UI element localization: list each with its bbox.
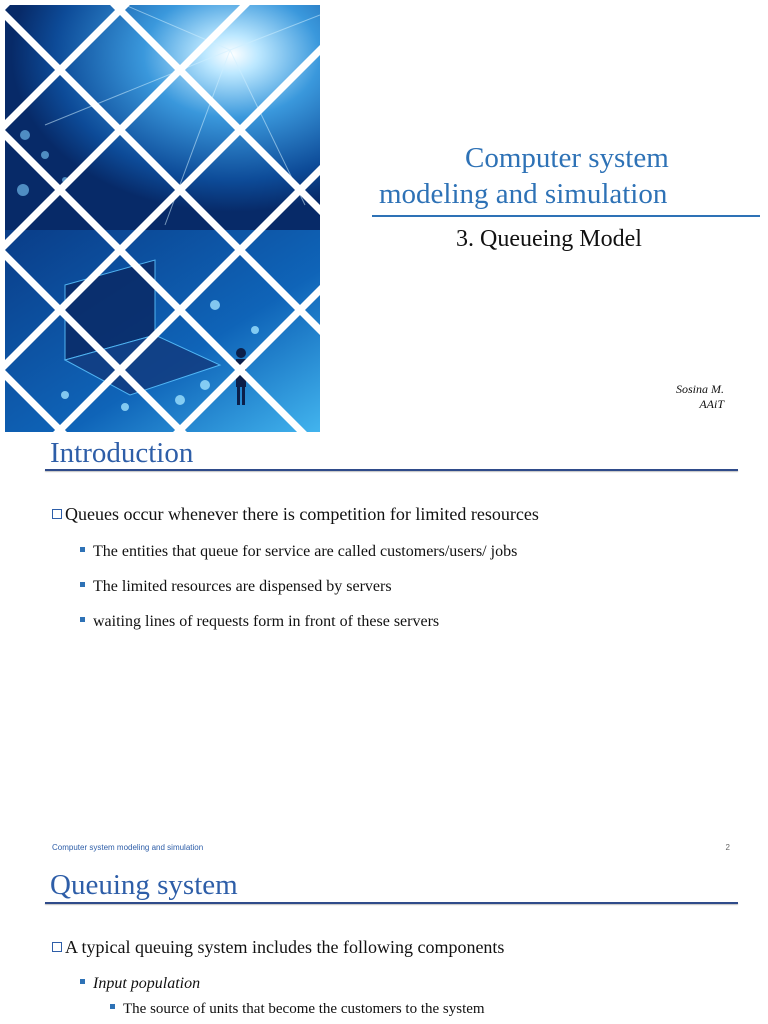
square-bullet-icon bbox=[80, 617, 85, 622]
hero-illustration bbox=[5, 5, 320, 432]
bullet-level2 bbox=[80, 613, 439, 631]
square-bullet-icon bbox=[80, 547, 85, 552]
page-number: 2 bbox=[725, 843, 730, 852]
author-block bbox=[676, 382, 724, 412]
bullet-text: Input population bbox=[93, 975, 201, 992]
title-slide bbox=[0, 0, 768, 432]
slide-footer: Computer system modeling and simulation bbox=[52, 843, 204, 852]
title-rule bbox=[45, 469, 738, 471]
bullet-text: A typical queuing system includes the following components bbox=[65, 937, 505, 957]
hero-image bbox=[5, 5, 320, 432]
presentation-title-line1: Computer system bbox=[465, 142, 669, 174]
bullet-text: Queues occur whenever there is competition for limited resources bbox=[65, 504, 539, 524]
presentation-subtitle: 3. Queueing Model bbox=[456, 226, 642, 252]
title-rule bbox=[45, 902, 738, 904]
checkbox-bullet-icon bbox=[52, 942, 62, 952]
bullet-text: The entities that queue for service are called customers/users/ jobs bbox=[93, 543, 518, 560]
slide-title: Introduction bbox=[50, 437, 194, 469]
author-name: Sosina M. bbox=[676, 382, 724, 396]
presentation-title-line2: modeling and simulation bbox=[379, 178, 668, 210]
square-bullet-icon bbox=[80, 582, 85, 587]
author-organization: AAiT bbox=[699, 397, 724, 411]
bullet-level3 bbox=[110, 1001, 485, 1018]
bullet-level1 bbox=[52, 937, 504, 958]
bullet-level2 bbox=[80, 975, 200, 993]
square-bullet-icon bbox=[80, 979, 85, 984]
bullet-text: The limited resources are dispensed by servers bbox=[93, 578, 392, 595]
checkbox-bullet-icon bbox=[52, 509, 62, 519]
square-bullet-icon bbox=[110, 1004, 115, 1009]
bullet-level2 bbox=[80, 578, 392, 596]
bullet-level2 bbox=[80, 543, 517, 561]
bullet-level1 bbox=[52, 504, 539, 525]
bullet-text: The source of units that become the customers to the system bbox=[123, 1001, 485, 1017]
bullet-text: waiting lines of requests form in front of these servers bbox=[93, 613, 440, 630]
introduction-slide bbox=[0, 432, 768, 864]
slide-title: Queuing system bbox=[50, 869, 238, 901]
title-underline bbox=[372, 215, 760, 217]
queuing-system-slide bbox=[0, 864, 768, 1024]
